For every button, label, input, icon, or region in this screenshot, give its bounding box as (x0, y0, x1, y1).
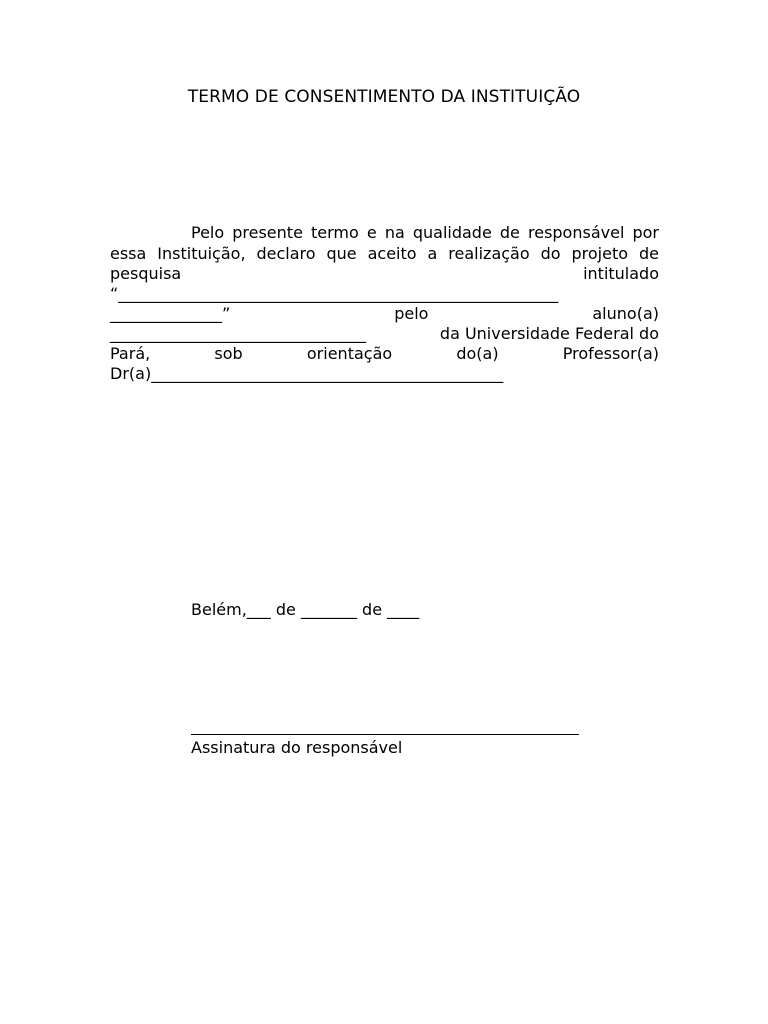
paragraph-word-intitulado: intitulado (583, 264, 659, 283)
paragraph-line-1-text: Pelo presente termo e na qualidade de responsável por (191, 223, 659, 242)
paragraph-word-professor: Professor(a) (562, 344, 659, 363)
paragraph-word-pelo: pelo (394, 304, 429, 323)
professor-name-blank: Dr(a)____________________________________________ (110, 364, 504, 383)
paragraph-word-para: Pará, (110, 344, 151, 363)
paragraph-word-sob: sob (214, 344, 243, 363)
signature-label: Assinatura do responsável (191, 738, 403, 757)
project-title-blank-end: ______________” (110, 304, 231, 323)
paragraph-word-doa: do(a) (456, 344, 499, 363)
document-title: TERMO DE CONSENTIMENTO DA INSTITUIÇÃO (187, 87, 581, 107)
project-title-blank: “_______________________________________________________ (110, 284, 559, 303)
paragraph-line-2 (110, 244, 659, 264)
paragraph-word-aluno: aluno(a) (592, 304, 659, 323)
signature-line (191, 734, 579, 735)
paragraph-line-5 (110, 304, 659, 324)
date-line: Belém,___ de _______ de ____ (191, 600, 420, 619)
paragraph-line-3 (110, 264, 659, 284)
paragraph-line-1 (110, 223, 659, 243)
student-name-blank: ________________________________ (110, 324, 366, 343)
paragraph-line-8 (110, 364, 659, 384)
paragraph-word-orientacao: orientação (306, 344, 393, 363)
paragraph-word-pesquisa: pesquisa (110, 264, 182, 283)
paragraph-line-6 (110, 324, 659, 344)
paragraph-line-4 (110, 284, 659, 304)
paragraph-line-2-text: essa Instituição, declaro que aceito a realização do projeto de (110, 244, 659, 263)
paragraph-university-text: da Universidade Federal do (439, 324, 659, 343)
paragraph-line-7 (110, 344, 659, 364)
